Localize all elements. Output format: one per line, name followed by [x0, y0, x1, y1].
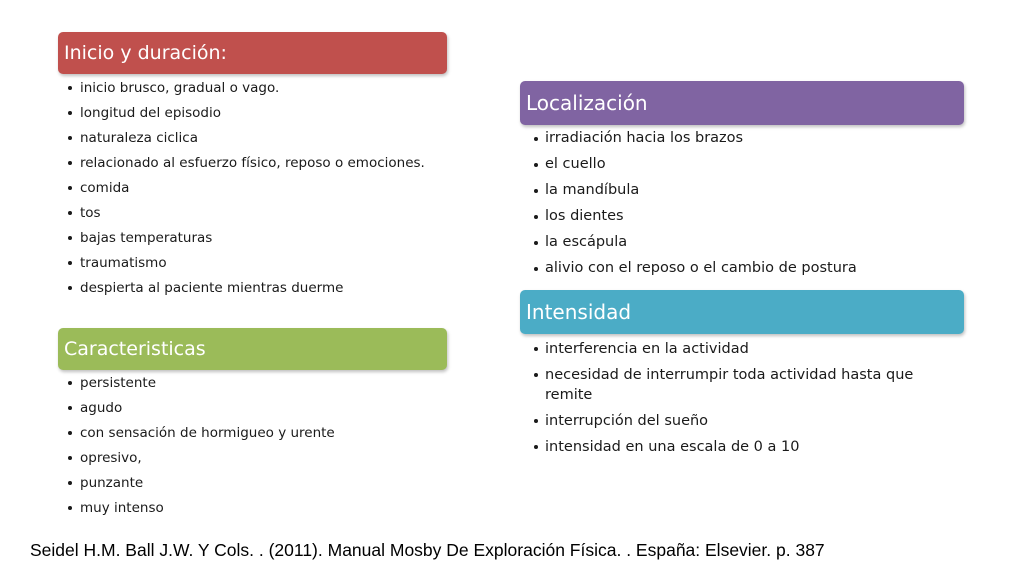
- list-item: agudo: [68, 400, 447, 425]
- list-item: la mandíbula: [534, 182, 964, 208]
- list-item: despierta al paciente mientras duerme: [68, 280, 447, 305]
- panel-localizacion-header: Localización: [520, 81, 964, 125]
- list-item: tos: [68, 205, 447, 230]
- list-item: con sensación de hormigueo y urente: [68, 425, 447, 450]
- list-item: irradiación hacia los brazos: [534, 130, 964, 156]
- localizacion-list: [520, 130, 964, 286]
- intensidad-list: [520, 339, 964, 457]
- list-item: bajas temperaturas: [68, 230, 447, 255]
- list-item: inicio brusco, gradual o vago.: [68, 80, 447, 105]
- list-item: necesidad de interrumpir toda actividad hasta que remite: [534, 365, 945, 405]
- list-item: traumatismo: [68, 255, 447, 280]
- panel-caracteristicas: [58, 328, 447, 525]
- list-item: alivio con el reposo o el cambio de postura: [534, 260, 964, 286]
- panel-localizacion: [520, 81, 964, 286]
- list-item: interferencia en la actividad: [534, 339, 945, 359]
- list-item: muy intenso: [68, 500, 447, 525]
- list-item: opresivo,: [68, 450, 447, 475]
- caracteristicas-list: [58, 375, 447, 525]
- citation: Seidel H.M. Ball J.W. Y Cols. . (2011). Manual Mosby De Exploración Física. . España: Elsevier. p. 387: [30, 540, 825, 560]
- panel-intensidad: [520, 290, 964, 463]
- list-item: relacionado al esfuerzo físico, reposo o emociones.: [68, 155, 447, 180]
- list-item: longitud del episodio: [68, 105, 447, 130]
- panel-inicio-duracion: [58, 32, 447, 305]
- panel-inicio-header: Inicio y duración:: [58, 32, 447, 74]
- list-item: intensidad en una escala de 0 a 10: [534, 437, 945, 457]
- panel-intensidad-header: Intensidad: [520, 290, 964, 334]
- list-item: comida: [68, 180, 447, 205]
- inicio-list: [58, 80, 447, 305]
- list-item: interrupción del sueño: [534, 411, 945, 431]
- list-item: el cuello: [534, 156, 964, 182]
- panel-caracteristicas-header: Caracteristicas: [58, 328, 447, 370]
- list-item: punzante: [68, 475, 447, 500]
- list-item: los dientes: [534, 208, 964, 234]
- list-item: persistente: [68, 375, 447, 400]
- list-item: naturaleza ciclica: [68, 130, 447, 155]
- list-item: la escápula: [534, 234, 964, 260]
